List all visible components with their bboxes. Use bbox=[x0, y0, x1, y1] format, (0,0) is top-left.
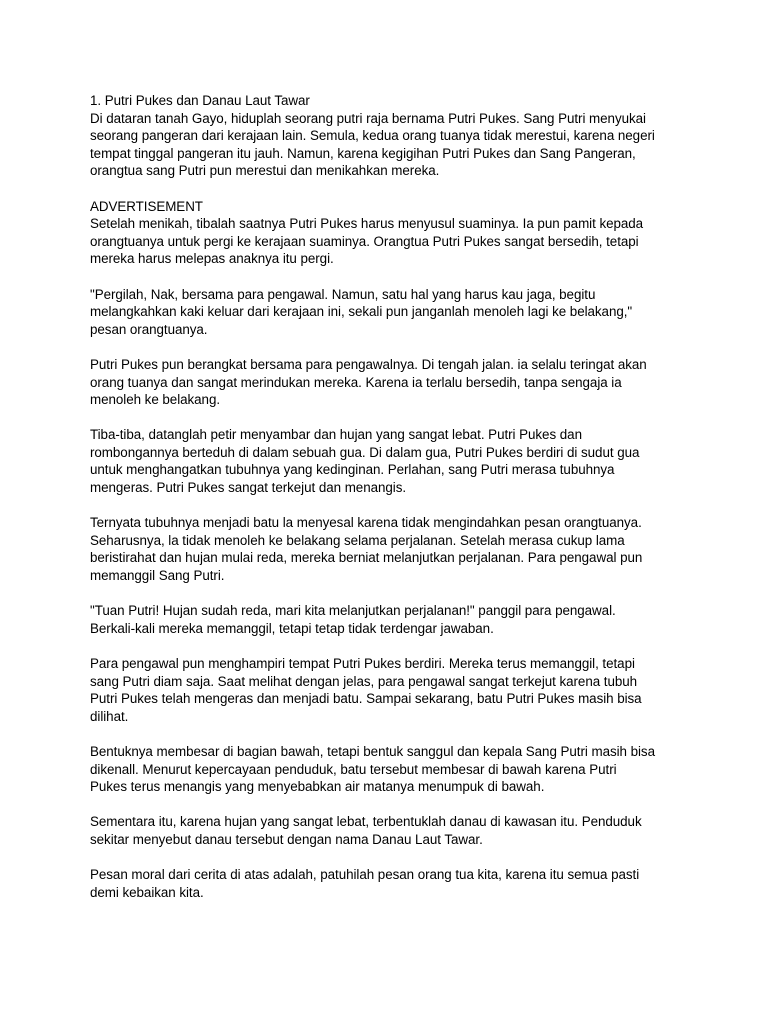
story-intro-paragraph: Di dataran tanah Gayo, hiduplah seorang putri raja bernama Putri Pukes. Sang Putri menyukai seorang pangeran dari kerajaan lain. Semula, kedua orang tuanya tidak merestui, karena negeri tempat tinggal pangeran itu jauh. Namun, karena kegigihan Putri Pukes dan Sang Pangeran, orangtua sang Putri pun merestui dan menikahkan mereka. bbox=[90, 110, 655, 179]
story-paragraph-6: "Tuan Putri! Hujan sudah reda, mari kita melanjutkan perjalanan!" panggil para pengawal. Berkali-kali mereka memanggil, tetapi tetap tidak terdengar jawaban. bbox=[90, 603, 616, 636]
story-paragraph-7: Para pengawal pun menghampiri tempat Putri Pukes berdiri. Mereka terus memanggil, tetapi sang Putri diam saja. Saat melihat dengan jelas, para pengawal sangat terkejut karena tubuh Putri Pukes telah mengeras dan menjadi batu. Sampai sekarang, batu Putri Pukes masih bisa dilihat. bbox=[90, 656, 642, 724]
document-page bbox=[90, 92, 690, 901]
story-paragraph-5: Ternyata tubuhnya menjadi batu la menyesal karena tidak mengindahkan pesan orangtuanya. Seharusnya, la tidak menoleh ke belakang selama perjalanan. Setelah merasa cukup lama beristirahat dan hujan mulai reda, mereka berniat melanjutkan perjalanan. Para pengawal pun memanggil Sang Putri. bbox=[90, 515, 643, 584]
story-paragraph-1: Setelah menikah, tibalah saatnya Putri Pukes harus menyusul suaminya. Ia pun pamit kepada orangtuanya untuk pergi ke kerajaan suaminya. Orangtua Putri Pukes sangat bersedih, tetapi mereka harus melepas anaknya itu pergi. bbox=[90, 216, 644, 267]
story-paragraph-3: Putri Pukes pun berangkat bersama para pengawalnya. Di tengah jalan. ia selalu teringat akan orang tuanya dan sangat merindukan mereka. Karena ia terlalu bersedih, tanpa sengaja ia menoleh ke belakang. bbox=[90, 356, 647, 408]
story-paragraph-8: Bentuknya membesar di bagian bawah, tetapi bentuk sanggul dan kepala Sang Putri masih bisa dikenall. Menurut kepercayaan penduduk, batu tersebut membesar di bawah karena Putri Pukes terus menangis yang menyebabkan air matanya menumpuk di bawah. bbox=[90, 743, 655, 795]
story-paragraph-2: "Pergilah, Nak, bersama para pengawal. Namun, satu hal yang harus kau jaga, begitu melangkahkan kaki keluar dari kerajaan ini, sekali pun janganlah menoleh lagi ke belakang," pesan orangtuanya. bbox=[90, 286, 633, 337]
advertisement-label: ADVERTISEMENT bbox=[90, 198, 203, 214]
story-paragraph-9: Sementara itu, karena hujan yang sangat lebat, terbentuklah danau di kawasan itu. Penduduk sekitar menyebut danau tersebut dengan nama Danau Laut Tawar. bbox=[90, 814, 642, 847]
story-title: 1. Putri Pukes dan Danau Laut Tawar bbox=[90, 93, 310, 108]
story-paragraph-4: Tiba-tiba, datanglah petir menyambar dan hujan yang sangat lebat. Putri Pukes dan rombongannya berteduh di dalam sebuah gua. Di dalam gua, Putri Pukes berdiri di sudut gua untuk menghangatkan tubuhnya yang kedinginan. Perlahan, sang Putri merasa tubuhnya mengeras. Putri Pukes sangat terkejut dan menangis. bbox=[90, 427, 640, 496]
moral-paragraph: Pesan moral dari cerita di atas adalah, patuhilah pesan orang tua kita, karena itu semua pasti demi kebaikan kita. bbox=[90, 867, 640, 900]
